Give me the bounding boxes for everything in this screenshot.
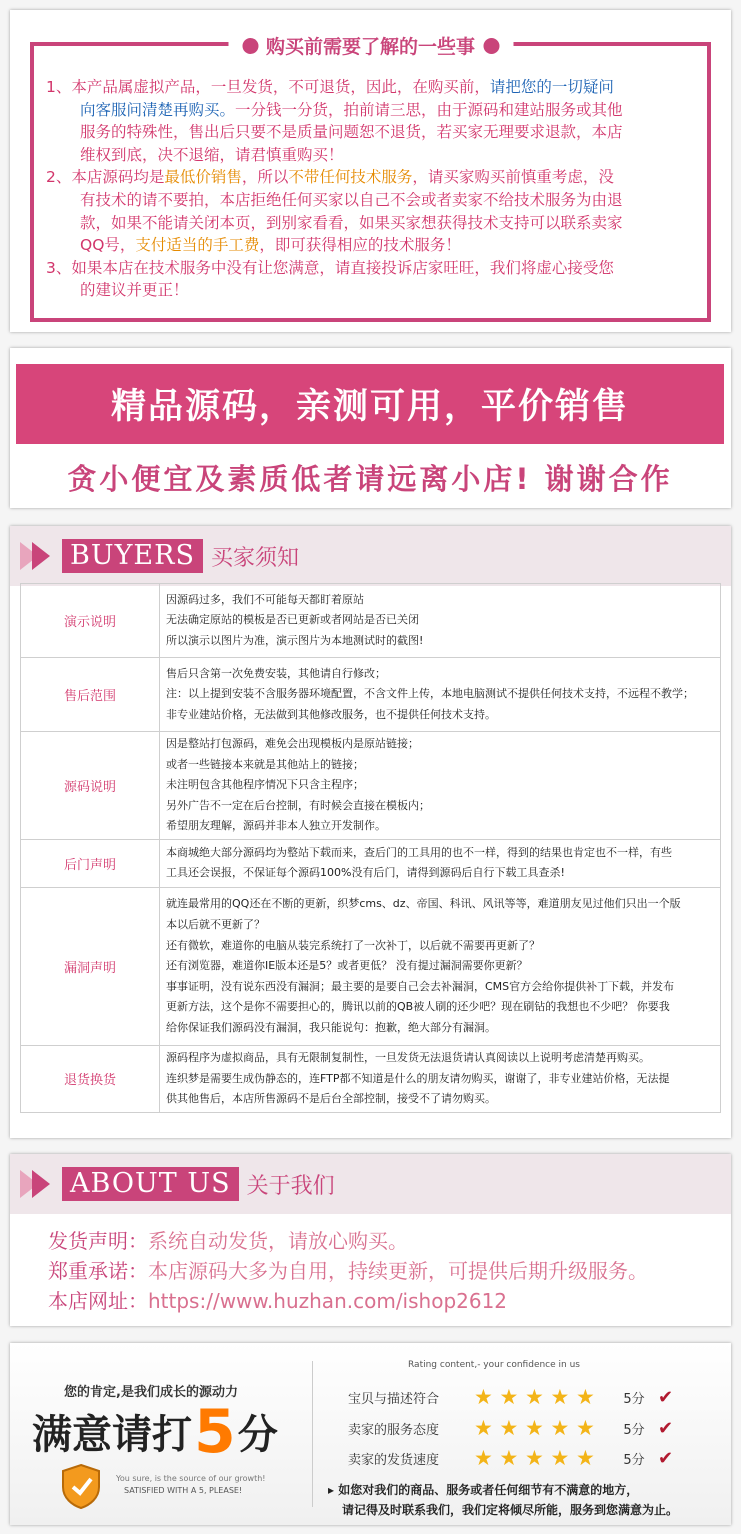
slogan-subtitle: 贪小便宜及素质低者请远离小店! 谢谢合作 [67, 461, 673, 496]
stars-icon: ★ ★ ★ ★ ★ [474, 1385, 595, 1409]
row-text [160, 732, 721, 840]
rating-score: 5分 [623, 1391, 645, 1407]
row-line: 还有浏览器，难道你IE版本还是5？或者更低？ 没有提过漏洞需要你更新？ [166, 959, 528, 973]
check-icon: ✔ [658, 1386, 674, 1408]
table-row [21, 658, 721, 732]
notice-item-2: 2、本店源码均是最低价销售，所以不带任何技术服务，请买家购买前慎重考虑，没 有技术的请不要拍，本店拒绝任何买家以自己不会或者卖家不给技术服务为由退 款，如果不能请关闭本页，到别家看看，如果买家想获得技术支持可以联系卖家 QQ号，支付适当的手工费，即可获得相应的技术服务！ [46, 168, 623, 255]
rating-row [348, 1447, 673, 1469]
rating-motto: 您的肯定,是我们成长的源动力 [64, 1385, 238, 1400]
row-line: 非专业建站价格，无法做到其他修改服务，也不提供任何技术支持。 [166, 707, 496, 721]
table-row [21, 584, 721, 658]
divider [312, 1361, 313, 1507]
rating-row [348, 1386, 673, 1408]
about-cn-title: 关于我们 [246, 1173, 335, 1199]
notice-title-wrap [228, 32, 513, 59]
about-line: 本店网址：https://www.huzhan.com/ishop2612 [48, 1289, 508, 1313]
about-line: 发货声明：系统自动发货，请放心购买。 [48, 1229, 408, 1253]
shield-badge-icon [60, 1463, 102, 1509]
rating-footnote: ▸ 如您对我们的商品、服务或者任何细节有不满意的地方， 请记得及时联系我们，我们定将倾尽所能，服务到您满意为止。 [328, 1483, 679, 1517]
rating-score: 5分 [623, 1452, 645, 1468]
row-line: 售后只含第一次免费安装，其他请自行修改； [166, 666, 386, 680]
buyers-header [10, 526, 731, 586]
dot-icon [483, 38, 499, 54]
row-line: 希望朋友理解，源码并非本人独立开发制作。 [166, 819, 386, 833]
small-en-2: SATISFIED WITH A 5, PLEASE! [124, 1486, 243, 1495]
about-lines [48, 1226, 648, 1316]
row-line: 工具还会误报，不保证每个源码100%没有后门，请得到源码后自行下载工具查杀! [166, 866, 565, 880]
row-label: 漏洞声明 [21, 887, 160, 1045]
rating-label: 卖家的服务态度 [348, 1422, 440, 1438]
rating-label: 宝贝与描述符合 [348, 1391, 440, 1407]
rating-score: 5分 [623, 1422, 645, 1438]
notice-title: 购买前需要了解的一些事 [265, 36, 476, 58]
about-en-title: ABOUT US [62, 1167, 239, 1201]
about-line: 郑重承诺：本店源码大多为自用，持续更新，可提供后期升级服务。 [48, 1259, 648, 1283]
flag-icon [20, 542, 56, 570]
rating-head: Rating content,- your confidence in us [408, 1360, 580, 1370]
row-line: 或者一些链接本来就是其他站上的链接； [166, 757, 364, 771]
row-line: 供其他售后，本店所售源码不是后台全部控制，接受不了请勿购买。 [166, 1092, 496, 1106]
row-line: 事事证明，没有说东西没有漏洞；最主要的是要自己会去补漏洞，CMS官方会给你提供补丁下载，并发布 [166, 979, 675, 993]
row-line: 另外广告不一定在后台控制，有时候会直接在模板内； [166, 798, 430, 812]
table-row [21, 1045, 721, 1112]
row-line: 所以演示以图片为准，演示图片为本地测试时的截图! [166, 633, 424, 647]
row-label: 演示说明 [21, 584, 160, 658]
row-line: 更新方法，这个是你不需要担心的，腾讯以前的QB被人刷的还少吧？现在刷钻的我想也不少吧？ 你要我 [166, 1000, 670, 1014]
row-text [160, 1045, 721, 1112]
row-text [160, 887, 721, 1045]
row-text [160, 839, 721, 887]
notice-item-1: 1、本产品属虚拟产品，一旦发货，不可退货，因此，在购买前，请把您的一切疑问 向客服问清楚再购买。一分钱一分货，拍前请三思，由于源码和建站服务或其他 服务的特殊性，售出后只要不是质量问题恕不退货，若买家无理要求退款，本店 维权到底，决不退缩，请君慎重购买！ [46, 78, 623, 164]
row-text [160, 584, 721, 658]
table-row [21, 732, 721, 840]
shop-url[interactable]: https://www.huzhan.com/ishop2612 [148, 1289, 508, 1313]
buyers-table [20, 583, 721, 1113]
flag-icon [20, 1170, 56, 1198]
rating-big-line: 满意请打 5 分 [32, 1397, 278, 1467]
row-text [160, 658, 721, 732]
table-row [21, 839, 721, 887]
row-line: 给你保证我们源码没有漏洞，我只能说句：抱歉，绝大部分有漏洞。 [166, 1020, 496, 1034]
rating-panel [10, 1343, 731, 1525]
purchase-notice-panel [10, 10, 731, 332]
about-panel [10, 1154, 731, 1326]
slogan-panel [10, 348, 731, 508]
small-en-1: You sure, is the source of our growth! [116, 1474, 266, 1483]
row-label: 后门声明 [21, 839, 160, 887]
buyers-en-title: BUYERS [62, 539, 203, 573]
row-label: 退货换货 [21, 1045, 160, 1112]
row-line: 未注明包含其他程序情况下只含主程序； [166, 778, 364, 792]
notice-text [46, 76, 696, 302]
check-icon: ✔ [658, 1417, 674, 1439]
table-row [21, 887, 721, 1045]
notice-item-3: 3、如果本店在技术服务中没有让您满意，请直接投诉店家旺旺，我们将虚心接受您 的建议并更正！ [46, 258, 614, 300]
row-line: 连织梦是需要生成伪静态的，连FTP都不知道是什么的朋友请勿购买，谢谢了，非专业建站价格，无法提 [166, 1071, 670, 1085]
row-line: 因源码过多，我们不可能每天都盯着原站 [166, 592, 364, 606]
row-label: 售后范围 [21, 658, 160, 732]
row-line: 本以后就不更新了？ [166, 917, 265, 931]
row-line: 注：以上提到安装不含服务器环境配置，不含文件上传，本地电脑测试不提供任何技术支持，不远程不教学； [166, 687, 694, 701]
row-line: 就连最常用的QQ还在不断的更新，织梦cms、dz、帝国、科讯、风讯等等，难道朋友见过他们只出一个版 [166, 897, 681, 911]
check-icon: ✔ [658, 1447, 674, 1469]
slogan-banner: 精品源码，亲测可用，平价销售 [16, 364, 724, 444]
row-line: 源码程序为虚拟商品，具有无限制复制性，一旦发货无法退货请认真阅读以上说明考虑清楚再购买。 [166, 1050, 650, 1064]
row-line: 无法确定原站的模板是否已更新或者网站是否已关闭 [166, 613, 419, 627]
rating-row [348, 1417, 673, 1439]
row-label: 源码说明 [21, 732, 160, 840]
row-line: 还有微软，难道你的电脑从装完系统打了一次补丁，以后就不需要再更新了？ [166, 938, 540, 952]
dot-icon [242, 38, 258, 54]
rating-label: 卖家的发货速度 [348, 1452, 440, 1468]
buyers-panel [10, 526, 731, 1138]
about-header [10, 1154, 731, 1214]
stars-icon: ★ ★ ★ ★ ★ [474, 1416, 595, 1440]
stars-icon: ★ ★ ★ ★ ★ [474, 1446, 595, 1470]
buyers-cn-title: 买家须知 [210, 545, 299, 571]
row-line: 因是整站打包源码，难免会出现模板内是原站链接； [166, 737, 419, 750]
row-line: 本商城绝大部分源码均为整站下载而来，查后门的工具用的也不一样，得到的结果也肯定也不一样，有些 [166, 845, 672, 859]
